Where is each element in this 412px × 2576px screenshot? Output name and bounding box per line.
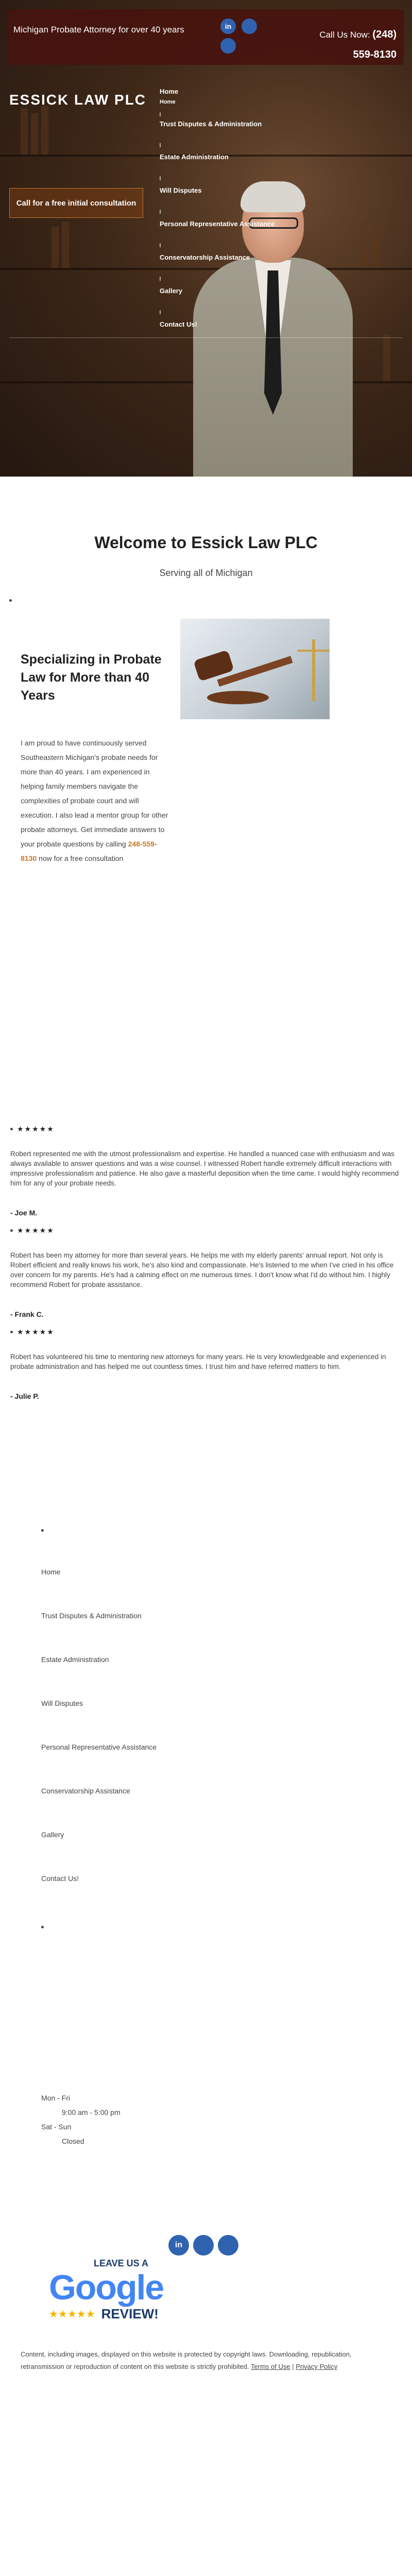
nav-separator	[160, 143, 161, 147]
intro-text-end: now for a free consultation	[37, 854, 124, 862]
copyright-body: Content, including images, displayed on this website is protected by copyright laws. Downloading, republication, retransmission or reproduction of content on this website is strictly prohibited.	[21, 2350, 352, 2370]
hours-weekdays: Mon - Fri	[41, 2094, 70, 2102]
nav-separator	[160, 243, 161, 247]
intro-section	[0, 579, 412, 1125]
footer-nav-gallery[interactable]: Gallery	[41, 1831, 64, 1839]
review-author: - Joe M.	[10, 1209, 38, 1217]
footer-nav-section	[0, 1400, 412, 1910]
badge-google-word: Google	[49, 2268, 164, 2307]
nav-home-secondary[interactable]: Home	[160, 99, 176, 105]
list-bullet	[10, 1229, 13, 1232]
star-rating: ★★★★★	[17, 1226, 55, 1234]
nav-separator	[160, 210, 161, 214]
gavel-image	[180, 619, 330, 719]
privacy-link[interactable]: Privacy Policy	[296, 2363, 338, 2370]
nav-separator	[160, 176, 161, 180]
twitter-icon[interactable]	[220, 38, 236, 54]
footer-nav-trust-disputes[interactable]: Trust Disputes & Administration	[41, 1612, 142, 1620]
book-decoration	[21, 108, 28, 155]
hero	[0, 0, 412, 477]
nav-separator	[160, 112, 161, 116]
review-author: - Frank C.	[10, 1310, 44, 1318]
book-decoration	[383, 335, 390, 381]
footer-nav-contact[interactable]: Contact Us!	[41, 1874, 79, 1883]
gavel-base	[207, 691, 269, 704]
nav-personal-representative[interactable]: Personal Representative Assistance	[160, 220, 275, 228]
nav-home[interactable]: Home	[160, 88, 179, 95]
book-decoration	[52, 227, 59, 268]
hero-divider	[9, 337, 403, 338]
nav-gallery[interactable]: Gallery	[160, 287, 183, 295]
header-tagline: Michigan Probate Attorney for over 40 years	[13, 25, 184, 35]
phone-area-link[interactable]: (248)	[372, 29, 397, 40]
facebook-icon[interactable]	[242, 19, 257, 34]
cta-consultation-button[interactable]: Call for a free initial consultation	[9, 188, 143, 218]
hours-weekday-time: 9:00 am - 5:00 pm	[62, 2108, 121, 2116]
review-stars	[10, 1328, 402, 1336]
linkedin-icon[interactable]: in	[220, 19, 236, 34]
google-review-badge[interactable]	[49, 2258, 188, 2328]
copyright-sep: |	[290, 2363, 296, 2370]
header-call	[319, 25, 397, 65]
list-bullet	[41, 1926, 44, 1928]
book-decoration	[372, 227, 379, 268]
star-rating: ★★★★★	[17, 1125, 55, 1133]
footer-twitter-icon[interactable]	[218, 2235, 238, 2256]
review-stars	[10, 1125, 402, 1133]
book-decoration	[41, 106, 48, 155]
badge-section	[0, 2158, 412, 2328]
site-logo[interactable]: ESSICK LAW PLC	[9, 92, 147, 108]
footer-nav-conservatorship[interactable]: Conservatorship Assistance	[41, 1787, 130, 1795]
list-bullet	[9, 599, 12, 602]
book-decoration	[62, 222, 69, 268]
badge-line1: LEAVE US A	[93, 2258, 148, 2268]
intro-text: I am proud to have continuously served Southeastern Michigan's probate needs for more than 40 years. I am experienced in helping family members navigate the complexities of probate court and will execution. I also lead a mentor group for other probate attorneys. Get immediate answers to your probate questions by calling	[21, 739, 168, 848]
book-decoration	[31, 113, 38, 155]
footer-facebook-icon[interactable]	[193, 2235, 214, 2256]
hours-weekend: Sat - Sun	[41, 2123, 72, 2131]
list-bullet	[10, 1128, 13, 1130]
review-author: - Julie P.	[10, 1392, 39, 1400]
copyright-section	[0, 2328, 412, 2383]
review-3	[0, 1328, 412, 1400]
welcome-title: Welcome to Essick Law PLC	[94, 533, 318, 552]
office-hours	[0, 2091, 162, 2148]
badge-line2: REVIEW!	[101, 2306, 159, 2321]
review-text: Robert has been my attorney for more than several years. He helps me with my elderly parents' annual report. Not only is Robert efficient and really knows his work, he's also kind and compassionate. He's listened to me when I've cried in his office over concern for my parents. He's had a calming effect on me numerous times. I don't know what I'd do without him. I highly recommend Robert for probate assistance.	[10, 1251, 394, 1289]
review-text: Robert has volunteered his time to mentoring new attorneys for many years. He is very knowledgeable and experienced in probate administration and has helped me out countless times. I trust him and have referred matters to him.	[10, 1353, 386, 1370]
intro-phone-link[interactable]: 248-559-8130	[21, 840, 157, 862]
nav-estate-administration[interactable]: Estate Administration	[160, 153, 229, 161]
nav-contact[interactable]: Contact Us!	[160, 320, 197, 328]
book-decoration	[360, 222, 368, 268]
footer-nav-personal-representative[interactable]: Personal Representative Assistance	[41, 1743, 157, 1751]
list-bullet	[41, 1529, 44, 1532]
footer-nav-estate-administration[interactable]: Estate Administration	[41, 1655, 109, 1664]
hours-section	[0, 1910, 412, 2158]
list-bullet	[10, 1331, 13, 1333]
nav-separator	[160, 277, 161, 281]
portrait-hair	[241, 181, 305, 212]
scale-decoration	[312, 639, 315, 701]
review-1	[0, 1125, 412, 1217]
badge-stars: ★★★★★	[49, 2309, 95, 2320]
review-2	[0, 1226, 412, 1318]
review-text: Robert represented me with the utmost professionalism and expertise. He handled a nuanced case with enthusiasm and was always available to answer questions and was a wise counsel. I witnessed Robert handle extremely difficult interactions with impressive professionalism and patience. He also gave a masterful deposition when the time came. I would highly recommend him for any of your probate needs.	[10, 1150, 399, 1187]
nav-will-disputes[interactable]: Will Disputes	[160, 187, 202, 194]
review-stars	[10, 1226, 402, 1235]
scale-decoration	[298, 650, 330, 652]
intro-body	[21, 736, 173, 866]
attorney-portrait	[193, 170, 353, 477]
nav-trust-disputes[interactable]: Trust Disputes & Administration	[160, 120, 262, 128]
phone-number-link[interactable]: 559-8130	[353, 49, 397, 60]
star-rating: ★★★★★	[17, 1328, 55, 1336]
nav-conservatorship[interactable]: Conservatorship Assistance	[160, 253, 250, 261]
terms-link[interactable]: Terms of Use	[251, 2363, 290, 2370]
welcome-section	[0, 477, 412, 579]
nav-separator	[160, 310, 161, 314]
welcome-subtitle: Serving all of Michigan	[159, 568, 253, 578]
copyright-text	[0, 2348, 412, 2373]
hours-weekend-time: Closed	[62, 2137, 84, 2145]
footer-nav-home[interactable]: Home	[41, 1568, 61, 1576]
footer-nav-will-disputes[interactable]: Will Disputes	[41, 1699, 83, 1707]
top-bar	[8, 9, 404, 65]
call-label: Call Us Now:	[319, 30, 370, 40]
intro-heading: Specializing in Probate Law for More than 40 Years	[21, 652, 162, 703]
footer-linkedin-icon[interactable]: in	[168, 2235, 189, 2256]
